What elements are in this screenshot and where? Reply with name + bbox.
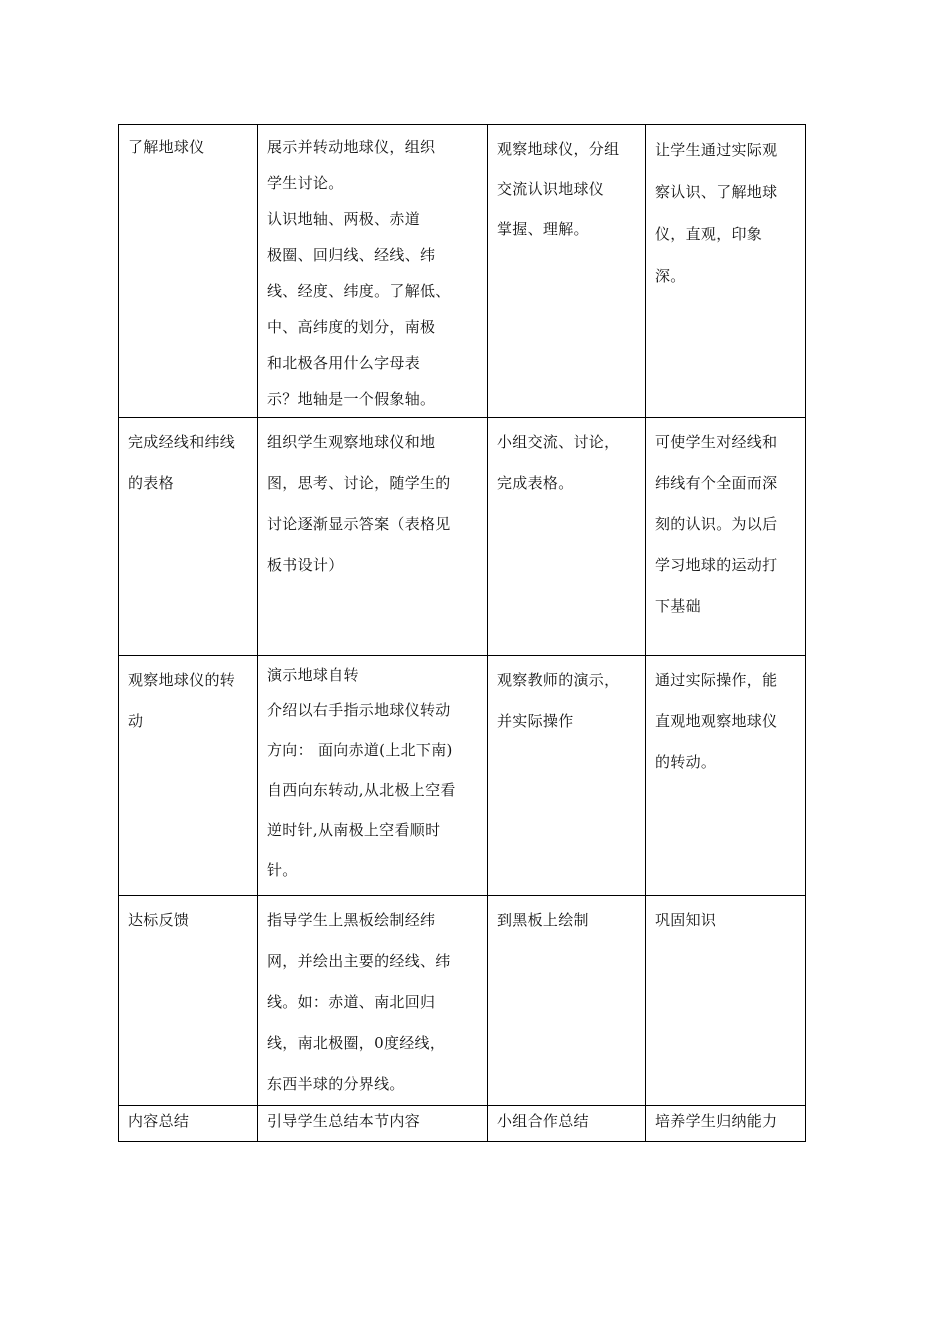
cell-line: 极圈、回归线、经线、纬 bbox=[267, 246, 436, 264]
cell-line: 直观地观察地球仪 bbox=[655, 712, 778, 730]
cell-line: 达标反馈 bbox=[128, 911, 190, 929]
cell-line: 的表格 bbox=[128, 474, 174, 492]
cell-line: 培养学生归纳能力 bbox=[655, 1112, 778, 1130]
design-intent-cell bbox=[646, 656, 806, 896]
cell-line: 完成表格。 bbox=[497, 474, 574, 492]
cell-line: 线、经度、纬度。了解低、 bbox=[267, 282, 451, 300]
design-intent-cell bbox=[646, 1106, 806, 1142]
design-intent-cell bbox=[646, 896, 806, 1106]
cell-line: 巩固知识 bbox=[655, 911, 717, 929]
cell-line: 逆时针,从南极上空看顺时 bbox=[267, 821, 441, 839]
design-intent-cell bbox=[646, 125, 806, 418]
cell-line: 组织学生观察地球仪和地 bbox=[267, 433, 436, 451]
table-row bbox=[119, 656, 806, 896]
cell-line: 观察地球仪的转 bbox=[128, 671, 236, 689]
cell-line: 到黑板上绘制 bbox=[497, 911, 589, 929]
cell-line: 了解地球仪 bbox=[128, 138, 205, 156]
teacher-activity-cell bbox=[258, 125, 488, 418]
stage-cell bbox=[119, 418, 258, 656]
cell-line: 动 bbox=[128, 712, 144, 730]
teacher-activity-cell bbox=[258, 896, 488, 1106]
cell-line: 针。 bbox=[267, 861, 298, 879]
lesson-plan-table bbox=[118, 124, 806, 1142]
table-row bbox=[119, 896, 806, 1106]
cell-line: 观察教师的演示， bbox=[497, 671, 620, 689]
cell-line: 学习地球的运动打 bbox=[655, 556, 778, 574]
cell-line: 东西半球的分界线。 bbox=[267, 1075, 405, 1093]
teacher-activity-cell bbox=[258, 418, 488, 656]
cell-line: 认识地轴、两极、赤道 bbox=[267, 210, 421, 228]
cell-line: 可使学生对经线和 bbox=[655, 433, 778, 451]
cell-line: 和北极各用什么字母表 bbox=[267, 354, 421, 372]
table-row bbox=[119, 125, 806, 418]
cell-line: 展示并转动地球仪，组织 bbox=[267, 138, 436, 156]
cell-line: 中、高纬度的划分，南极 bbox=[267, 318, 436, 336]
table-row bbox=[119, 1106, 806, 1142]
cell-line: 下基础 bbox=[655, 597, 701, 615]
cell-line: 线。如：赤道、南北回归 bbox=[267, 993, 436, 1011]
stage-cell bbox=[119, 1106, 258, 1142]
table-row bbox=[119, 418, 806, 656]
cell-line: 网，并绘出主要的经线、纬 bbox=[267, 952, 451, 970]
cell-line: 并实际操作 bbox=[497, 712, 574, 730]
student-activity-cell bbox=[488, 125, 646, 418]
cell-line: 内容总结 bbox=[128, 1112, 190, 1130]
cell-line: 让学生通过实际观 bbox=[655, 141, 778, 159]
cell-line: 观察地球仪，分组 bbox=[497, 140, 620, 158]
cell-line: 纬线有个全面而深 bbox=[655, 474, 778, 492]
design-intent-cell bbox=[646, 418, 806, 656]
teacher-activity-cell bbox=[258, 656, 488, 896]
stage-cell bbox=[119, 896, 258, 1106]
cell-line: 引导学生总结本节内容 bbox=[267, 1112, 421, 1130]
cell-line: 小组交流、讨论， bbox=[497, 433, 620, 451]
cell-line: 线，南北极圈，0度经线， bbox=[267, 1034, 446, 1052]
student-activity-cell bbox=[488, 656, 646, 896]
cell-line: 讨论逐渐显示答案（表格见 bbox=[267, 515, 451, 533]
student-activity-cell bbox=[488, 418, 646, 656]
cell-line: 学生讨论。 bbox=[267, 174, 344, 192]
cell-line: 完成经线和纬线 bbox=[128, 433, 236, 451]
cell-line: 介绍以右手指示地球仪转动 bbox=[267, 701, 451, 719]
cell-line: 深。 bbox=[655, 267, 686, 285]
cell-line: 方向： 面向赤道(上北下南) bbox=[267, 741, 453, 759]
cell-line: 示？地轴是一个假象轴。 bbox=[267, 390, 436, 408]
teacher-activity-cell bbox=[258, 1106, 488, 1142]
cell-line: 演示地球自转 bbox=[267, 666, 359, 684]
student-activity-cell bbox=[488, 1106, 646, 1142]
cell-line: 通过实际操作，能 bbox=[655, 671, 778, 689]
cell-line: 仪，直观，印象 bbox=[655, 225, 763, 243]
cell-line: 小组合作总结 bbox=[497, 1112, 589, 1130]
cell-line: 交流认识地球仪 bbox=[497, 180, 605, 198]
stage-cell bbox=[119, 656, 258, 896]
cell-line: 自西向东转动,从北极上空看 bbox=[267, 781, 456, 799]
stage-cell bbox=[119, 125, 258, 418]
cell-line: 掌握、理解。 bbox=[497, 220, 589, 238]
student-activity-cell bbox=[488, 896, 646, 1106]
cell-line: 的转动。 bbox=[655, 753, 717, 771]
cell-line: 刻的认识。为以后 bbox=[655, 515, 778, 533]
cell-line: 图，思考、讨论，随学生的 bbox=[267, 474, 451, 492]
cell-line: 察认识、了解地球 bbox=[655, 183, 778, 201]
cell-line: 板书设计） bbox=[267, 556, 344, 574]
cell-line: 指导学生上黑板绘制经纬 bbox=[267, 911, 436, 929]
